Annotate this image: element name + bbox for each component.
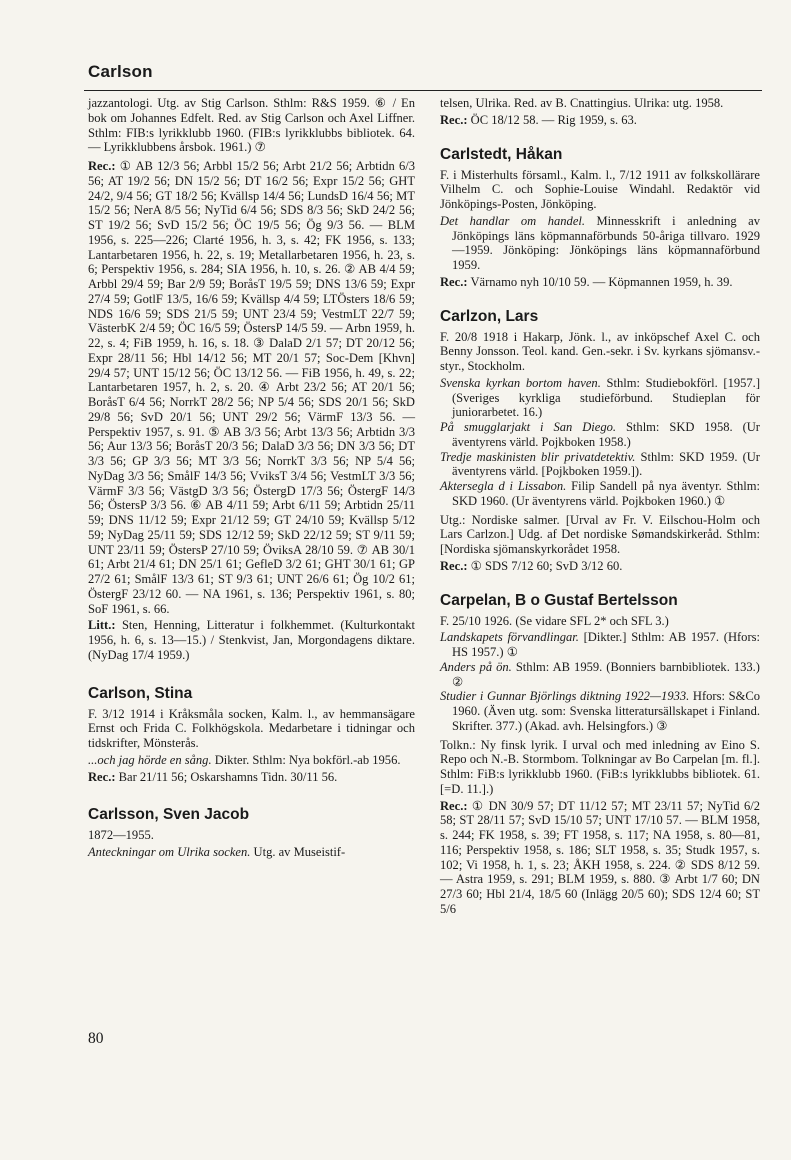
reviews-text: Bar 21/11 56; Oskarshamns Tidn. 30/11 56. — [118, 769, 338, 784]
header-rule — [84, 90, 762, 91]
work-title: ...och jag hörde en sång. — [88, 752, 212, 767]
literature-label: Litt.: — [88, 618, 116, 633]
work-details: Filip Sandell på nya äventyr. Sthlm: SKD 1960. (Ur äventyrens värld. Pojkboken 1960.) ① — [452, 479, 760, 508]
entry-heading-carlzon-lars: Carlzon, Lars — [440, 307, 539, 325]
work-details: Dikter. Sthlm: Nya bokförl.-ab 1956. — [214, 752, 401, 767]
work-item — [440, 376, 760, 420]
work-title: Anders på ön. — [440, 659, 512, 674]
work-item — [440, 214, 760, 273]
continued-entry-text: jazzantologi. Utg. av Stig Carlson. Sthlm: R&S 1959. ⑥ / En bok om Johannes Edfelt. Red. av Stig Carlson och Axel Liffner. Sthlm: FIB:s lyrikklubb 1960. (FIB:s lyrikklubbs bibliotek. 64. — Lyrikklubbens årsbok. 1961.) ⑦ — [88, 96, 415, 155]
literature-text: Sten, Henning, Litteratur i folkhemmet. (Kulturkontakt 1956, h. 6, s. 13—15.) / Stenkvist, Jan, Morgondagens diktare. (NyDag 17/4 1959.) — [88, 618, 416, 662]
continued-entry-text: telsen, Ulrika. Red. av B. Cnattingius. Ulrika: utg. 1958. — [440, 96, 724, 110]
entry-bio: F. 25/10 1926. (Se vidare SFL 2* och SFL 3.) — [440, 613, 669, 628]
translations-label: Tolkn.: — [440, 737, 476, 752]
work-title: Studier i Gunnar Björlings diktning 1922—1933. — [440, 689, 690, 704]
translations-text: Ny finsk lyrik. I urval och med inledning av Eino S. Repo och N.-B. Stormbom. Tolkningar av Bo Carpelan [m. fl.]. Sthlm: FiB:s lyrikklubb 1960. (FiB:s lyrikklubbs bibliotek. 61. [=D. 11.].) — [440, 737, 760, 796]
work-title: På smugglarjakt i San Diego. — [440, 420, 617, 434]
entry-dates: 1872—1955. — [88, 828, 154, 843]
work-details: Sthlm: SKD 1959. (Ur äventyrens värld. [Pojkboken 1959.]). — [452, 449, 760, 479]
running-head: Carlson — [88, 62, 153, 81]
work-item — [440, 630, 760, 660]
reviews-text: ① DN 30/9 57; DT 11/12 57; MT 23/11 57; NyTid 6/2 58; ST 28/11 57; SvD 15/10 57; UNT 17/10 57. — BLM 1958, s. 244; FK 1958, s. 39; FT 1958, s. 117; NA 1958, s. 80—81, 116; Perspektiv 1958, s. 186; SLT 1958, s. 35; Studk 1957, s. 102; Vi 1958, h. 1, s. 23; ÅKH 1958, s. 224. ② SDS 8/12 59. — Astra 1959, s. 291; BLM 1959, s. 880. ③ Arbt 1/7 60; DN 27/3 60; Hbl 21/4, 18/5 60 (Inlägg 20/5 60); SDS 12/4 60; ST 5/6 — [440, 798, 760, 916]
work-item — [440, 420, 760, 450]
reviews-label: Rec.: — [440, 558, 468, 573]
entry-bio: F. 3/12 1914 i Kråksmåla socken, Kalm. l., av hemmansägare Ernst och Frida C. Folkhögskola. Medarbetare i tidningar och tidskrifter, Mönsterås. — [88, 706, 415, 750]
work-title: Anteckningar om Ulrika socken. — [88, 845, 251, 859]
work-item — [440, 479, 760, 509]
entry-bio: F. i Misterhults församl., Kalm. l., 7/12 1911 av folkskollärare Vilhelm C. och Sophie-Louise Windahl. Redaktör vid Jönköpings-Posten, Jönköping. — [440, 167, 760, 211]
reviews-block — [88, 159, 415, 616]
reviews-text: Värnamo nyh 10/10 59. — Köpmannen 1959, h. 39. — [470, 274, 733, 289]
reviews-text: ① AB 12/3 56; Arbbl 15/2 56; Arbt 21/2 56; Arbtidn 6/3 56; AT 19/2 56; DN 15/2 56; DT 16/2 56; Expr 15/2 56; GHT 24/2, 9/4 56; GT 18/2 56; Kvällsp 14/4 56; LundsD 16/4 56; MT 15/2 56; NerA 8/5 56; NyTid 6/4 56; SDS 8/3 56; SkD 24/2 56; ST 19/2 56; SvD 15/2 56; ÖC 19/5 56; Ög 9/3 56. — BLM 1956, s. 225—226; Clarté 1956, h. 3, s. 42; FK 1956, s. 133; Lantarbetaren 1956, h. 22, s. 19; Metallarbetaren 1956, h. 23, s. 6; Perspektiv 1956, s. 284; SIA 1956, h. 10, s. 26. ② AB 4/4 59; Arbbl 29/4 59; Bar 2/9 59; BoråsT 19/5 59; DNS 13/6 59; Expr 27/4 59; GotlF 13/5, 16/6 59; Kvällsp 4/4 59; LTÖsters 18/6 59; NDS 16/6 59; SDS 21/5 59; UNT 23/4 59; VestmLT 22/7 59; VästerbK 2/4 59; ÖC 16/5 59; ÖstersP 14/5 59. — Arbn 1959, h. 22, s. 4; FiB 1959, h. 16, s. 18. ③ DalaD 2/1 57; DT 20/12 56; Expr 28/11 56; Hbl 14/12 56; MT 20/1 57; Soc-Dem [Khvn] 29/4 57; UNT 15/12 56; ÖC 13/12 56. — FiB 1956, h. 49, s. 22; Lantarbetaren 1957, h. 2, s. 20. ④ Arbt 23/2 56; AT 20/1 56; BoråsT 6/4 56; NorrkT 28/2 56; NP 5/4 56; SDS 20/1 56; SkD 29/8 56; SvD 20/1 56; UNT 29/2 56; VärmF 13/3 56. — Perspektiv 1957, s. 91. ⑤ AB 3/3 56; Arbt 13/3 56; Arbtidn 3/3 56; Aur 13/3 56; BoråsT 20/3 56; DalaD 3/3 56; DN 3/3 56; DT 3/3 56; GP 3/3 56; MT 3/3 56; NorrkT 3/3 56; NP 5/4 56; NyDag 3/3 56; SmålF 14/3 56; VviksT 3/4 56; VestmLT 3/3 56; VärmF 3/3 56; VästgD 3/3 56; ÖstergD 17/3 56; ÖstergF 14/3 56; ÖstersP 3/3 56. ⑥ AB 4/11 59; Arbt 6/11 59; Arbtidn 25/11 59; DNS 11/12 59; Expr 21/12 59; GT 24/10 59; Kvällsp 5/12 59; NyDag 25/11 59; SDS 12/12 59; SkD 22/12 59; ST 9/11 59; UNT 23/11 59; ÖstersP 27/10 59; ÖviksA 28/10 59. ⑦ AB 30/1 61; Arbt 21/4 61; DN 25/1 61; GefleD 3/2 61; GHT 30/1 61; GP 27/2 61; SmålF 13/3 61; ST 9/3 61; UNT 26/6 61; Ög 10/2 61; ÖstergF 23/12 60. — NA 1961, s. 136; Perspektiv 1961, s. 80; SoF 1961, s. 66. — [88, 159, 416, 616]
edited-label: Utg.: — [440, 512, 466, 527]
work-details: Minnesskrift i anledning av Jönköpings läns köpmannaförbunds 50-åriga tillvaro. 1929—1959. Jönköping: Jönköpings läns köpmannaförbund 1959. — [452, 213, 760, 272]
work-details: Sthlm: AB 1959. (Bonniers barnbibliotek. 133.) ② — [452, 659, 760, 689]
reviews-block — [440, 799, 760, 917]
work-details: Sthlm: SKD 1958. (Ur äventyrens värld. Pojkboken 1958.) — [452, 420, 760, 449]
work-item — [88, 753, 415, 768]
work-title: Tredje maskinisten blir privatdetektiv. — [440, 449, 636, 464]
entry-heading-carlstedt-hakan: Carlstedt, Håkan — [440, 145, 563, 163]
literature-block — [88, 618, 415, 662]
left-column — [88, 96, 415, 860]
reviews-text: ÖC 18/12 58. — Rig 1959, s. 63. — [470, 112, 637, 127]
reviews-block — [440, 559, 760, 574]
reviews-label: Rec.: — [440, 798, 468, 813]
entry-heading-carlson-stina: Carlson, Stina — [88, 684, 193, 702]
translations-block — [440, 738, 760, 797]
entry-bio: F. 20/8 1918 i Hakarp, Jönk. l., av inköpschef Axel C. och Benny Jonsson. Teol. kand. Gen.-sekr. i Sv. kyrkans sjömansv.-styr., Stockholm. — [440, 329, 760, 373]
work-item — [440, 689, 760, 733]
entry-heading-carpelan-bo: Carpelan, B o Gustaf Bertelsson — [440, 591, 678, 609]
work-title: Landskapets förvandlingar. — [440, 630, 579, 645]
work-details: Hfors: S&Co 1960. (Även utg. som: Svenska litteratursällskapet i Finland. Skrifter. 377.) (Akad. avh. Helsingfors.) ③ — [452, 689, 760, 733]
work-title: Aktersegla d i Lissabon. — [440, 479, 567, 493]
reviews-label: Rec.: — [440, 112, 468, 127]
work-title: Svenska kyrkan bortom haven. — [440, 375, 601, 390]
work-details: Sthlm: Studiebokförl. [1957.] (Sveriges kyrkliga studieförbund. Studieplan för juniorarbetet. 16.) — [452, 375, 760, 420]
reviews-text: ① SDS 7/12 60; SvD 3/12 60. — [470, 558, 623, 573]
reviews-block — [88, 770, 415, 785]
edited-block — [440, 513, 760, 557]
entry-heading-carlsson-sven-jacob: Carlsson, Sven Jacob — [88, 806, 250, 824]
reviews-block — [440, 275, 760, 290]
work-item — [440, 450, 760, 480]
work-item — [440, 660, 760, 690]
work-item — [88, 845, 415, 860]
reviews-label: Rec.: — [88, 769, 116, 784]
work-title: Det handlar om handel. — [440, 213, 586, 228]
reviews-label: Rec.: — [88, 159, 116, 173]
page-number: 80 — [88, 1030, 104, 1047]
right-column — [440, 96, 760, 917]
reviews-block — [440, 113, 760, 128]
reviews-label: Rec.: — [440, 274, 468, 289]
edited-text: Nordiske salmer. [Urval av Fr. V. Eilschou-Holm och Lars Carlzon.] Udg. af Det nordiske Sømandskirkeråd. Sthlm: [Nordiska sjömanskyrkorådet 1958. — [440, 512, 760, 556]
work-details: [Dikter.] Sthlm: AB 1957. (Hfors: HS 1957.) ① — [452, 630, 761, 659]
work-details: Utg. av Museistif- — [253, 845, 346, 859]
